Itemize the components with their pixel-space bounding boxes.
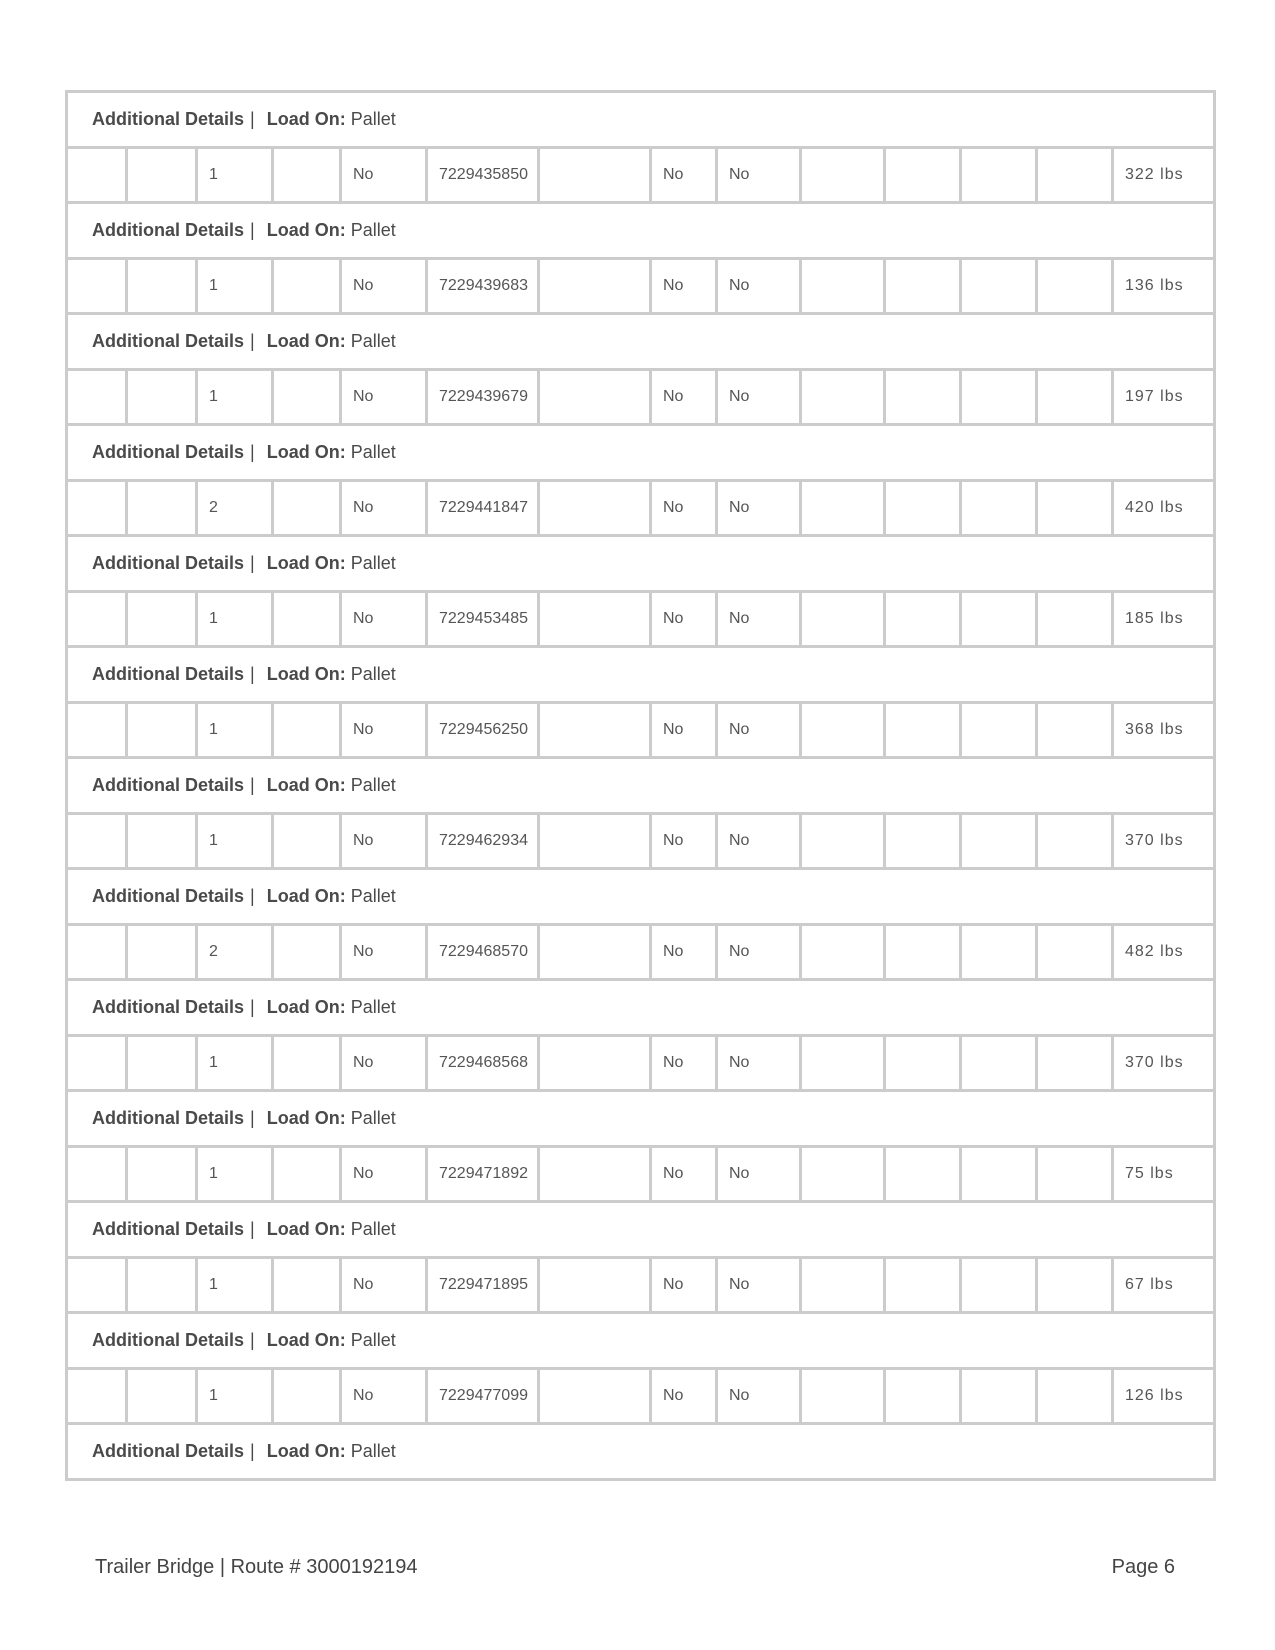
weight-cell	[1113, 259, 1215, 314]
load-on-value: Pallet	[350, 1219, 396, 1239]
flag-cell: No	[341, 259, 427, 314]
empty-cell	[539, 814, 651, 869]
table-row	[67, 1369, 1215, 1424]
empty-cell	[273, 370, 341, 425]
reference-cell	[427, 148, 539, 203]
flag-cell: No	[651, 814, 717, 869]
empty-cell	[1037, 814, 1113, 869]
quantity-cell: 2	[197, 925, 273, 980]
flag-cell: No	[651, 1036, 717, 1091]
flag-cell: No	[717, 259, 801, 314]
load-on-value: Pallet	[350, 442, 396, 462]
footer-route-info: Trailer Bridge | Route # 3000192194	[95, 1556, 418, 1578]
table-row	[67, 370, 1215, 425]
additional-details-label: Additional Details	[92, 1441, 245, 1461]
empty-cell	[539, 1036, 651, 1091]
flag-cell: No	[651, 925, 717, 980]
empty-cell	[885, 814, 961, 869]
additional-details-label: Additional Details	[92, 1108, 245, 1128]
quantity-cell: 1	[197, 1258, 273, 1313]
flag-cell: No	[717, 370, 801, 425]
quantity-cell: 1	[197, 703, 273, 758]
load-on-label: Load On:	[266, 1219, 346, 1239]
load-on-value: Pallet	[350, 1441, 396, 1461]
empty-cell	[273, 925, 341, 980]
empty-cell	[961, 370, 1037, 425]
additional-details-cell	[67, 1424, 1215, 1480]
weight-cell	[1113, 1147, 1215, 1202]
table-row	[67, 1036, 1215, 1091]
load-on-label: Load On:	[266, 886, 346, 906]
weight-value: 370 lbs	[1125, 1054, 1184, 1071]
reference-number: 7229439683	[439, 277, 528, 294]
quantity-cell: 1	[197, 370, 273, 425]
empty-cell	[273, 1258, 341, 1313]
empty-cell	[885, 148, 961, 203]
empty-cell	[67, 925, 127, 980]
additional-details-cell	[67, 758, 1215, 814]
flag-cell: No	[717, 592, 801, 647]
details-row	[67, 758, 1215, 814]
details-row	[67, 1091, 1215, 1147]
load-on-value: Pallet	[350, 1108, 396, 1128]
quantity-cell: 1	[197, 148, 273, 203]
reference-cell	[427, 1369, 539, 1424]
details-separator: |	[250, 1330, 255, 1350]
empty-cell	[961, 1258, 1037, 1313]
empty-cell	[801, 814, 885, 869]
empty-cell	[539, 1258, 651, 1313]
details-separator: |	[250, 1441, 255, 1461]
flag-cell: No	[717, 1369, 801, 1424]
additional-details-label: Additional Details	[92, 1330, 245, 1350]
empty-cell	[801, 925, 885, 980]
weight-cell	[1113, 1036, 1215, 1091]
reference-cell	[427, 592, 539, 647]
weight-cell	[1113, 1258, 1215, 1313]
load-on-value: Pallet	[350, 220, 396, 240]
empty-cell	[801, 148, 885, 203]
empty-cell	[1037, 370, 1113, 425]
flag-cell: No	[651, 1258, 717, 1313]
flag-cell: No	[651, 1369, 717, 1424]
flag-cell: No	[717, 1036, 801, 1091]
flag-cell: No	[341, 1369, 427, 1424]
table-row	[67, 259, 1215, 314]
details-separator: |	[250, 664, 255, 684]
empty-cell	[539, 148, 651, 203]
empty-cell	[961, 481, 1037, 536]
empty-cell	[539, 259, 651, 314]
table-row	[67, 148, 1215, 203]
load-on-label: Load On:	[266, 109, 346, 129]
empty-cell	[1037, 1258, 1113, 1313]
empty-cell	[885, 1036, 961, 1091]
empty-cell	[1037, 259, 1113, 314]
empty-cell	[539, 592, 651, 647]
weight-value: 197 lbs	[1125, 388, 1184, 405]
empty-cell	[67, 148, 127, 203]
details-row	[67, 314, 1215, 370]
flag-cell: No	[341, 1258, 427, 1313]
flag-cell: No	[341, 703, 427, 758]
empty-cell	[801, 1258, 885, 1313]
quantity-cell: 1	[197, 1147, 273, 1202]
details-separator: |	[250, 553, 255, 573]
additional-details-cell	[67, 203, 1215, 259]
reference-number: 7229456250	[439, 721, 528, 738]
additional-details-label: Additional Details	[92, 553, 245, 573]
empty-cell	[1037, 925, 1113, 980]
empty-cell	[885, 592, 961, 647]
load-on-value: Pallet	[350, 1330, 396, 1350]
table-row	[67, 925, 1215, 980]
empty-cell	[1037, 703, 1113, 758]
additional-details-cell	[67, 536, 1215, 592]
load-on-value: Pallet	[350, 109, 396, 129]
empty-cell	[801, 1369, 885, 1424]
load-on-label: Load On:	[266, 997, 346, 1017]
empty-cell	[961, 148, 1037, 203]
additional-details-label: Additional Details	[92, 775, 245, 795]
additional-details-cell	[67, 92, 1215, 148]
shipment-items-table	[65, 90, 1216, 1481]
reference-number: 7229471892	[439, 1165, 528, 1182]
empty-cell	[67, 259, 127, 314]
empty-cell	[67, 814, 127, 869]
flag-cell: No	[651, 592, 717, 647]
weight-cell	[1113, 148, 1215, 203]
table-row	[67, 592, 1215, 647]
flag-cell: No	[341, 1147, 427, 1202]
load-on-label: Load On:	[266, 331, 346, 351]
empty-cell	[885, 1147, 961, 1202]
load-on-value: Pallet	[350, 997, 396, 1017]
table-row	[67, 814, 1215, 869]
empty-cell	[273, 703, 341, 758]
flag-cell: No	[651, 1147, 717, 1202]
details-separator: |	[250, 1219, 255, 1239]
empty-cell	[539, 1369, 651, 1424]
additional-details-cell	[67, 1313, 1215, 1369]
empty-cell	[127, 925, 197, 980]
reference-number: 7229439679	[439, 388, 528, 405]
empty-cell	[127, 1369, 197, 1424]
empty-cell	[539, 1147, 651, 1202]
load-on-label: Load On:	[266, 553, 346, 573]
empty-cell	[67, 1147, 127, 1202]
empty-cell	[67, 1369, 127, 1424]
reference-number: 7229453485	[439, 610, 528, 627]
empty-cell	[273, 148, 341, 203]
load-on-value: Pallet	[350, 664, 396, 684]
weight-value: 75 lbs	[1125, 1165, 1174, 1182]
empty-cell	[961, 1369, 1037, 1424]
flag-cell: No	[717, 148, 801, 203]
additional-details-cell	[67, 980, 1215, 1036]
weight-value: 136 lbs	[1125, 277, 1184, 294]
empty-cell	[801, 592, 885, 647]
load-on-label: Load On:	[266, 664, 346, 684]
weight-value: 420 lbs	[1125, 499, 1184, 516]
additional-details-label: Additional Details	[92, 442, 245, 462]
reference-cell	[427, 1036, 539, 1091]
flag-cell: No	[651, 370, 717, 425]
empty-cell	[801, 703, 885, 758]
empty-cell	[885, 1369, 961, 1424]
empty-cell	[127, 703, 197, 758]
empty-cell	[961, 1147, 1037, 1202]
empty-cell	[67, 1258, 127, 1313]
reference-cell	[427, 1147, 539, 1202]
details-row	[67, 92, 1215, 148]
details-separator: |	[250, 331, 255, 351]
additional-details-label: Additional Details	[92, 997, 245, 1017]
empty-cell	[885, 259, 961, 314]
empty-cell	[885, 925, 961, 980]
quantity-cell: 1	[197, 1369, 273, 1424]
additional-details-label: Additional Details	[92, 886, 245, 906]
additional-details-cell	[67, 647, 1215, 703]
reference-cell	[427, 1258, 539, 1313]
details-row	[67, 1313, 1215, 1369]
empty-cell	[273, 1036, 341, 1091]
empty-cell	[961, 814, 1037, 869]
load-on-value: Pallet	[350, 331, 396, 351]
empty-cell	[1037, 1036, 1113, 1091]
empty-cell	[127, 592, 197, 647]
details-row	[67, 425, 1215, 481]
flag-cell: No	[341, 592, 427, 647]
flag-cell: No	[651, 481, 717, 536]
flag-cell: No	[341, 925, 427, 980]
details-row	[67, 647, 1215, 703]
details-separator: |	[250, 1108, 255, 1128]
flag-cell: No	[717, 1258, 801, 1313]
empty-cell	[801, 259, 885, 314]
additional-details-cell	[67, 1202, 1215, 1258]
load-on-label: Load On:	[266, 442, 346, 462]
empty-cell	[273, 814, 341, 869]
empty-cell	[127, 814, 197, 869]
load-on-value: Pallet	[350, 886, 396, 906]
reference-number: 7229468568	[439, 1054, 528, 1071]
flag-cell: No	[651, 148, 717, 203]
empty-cell	[961, 925, 1037, 980]
table-body	[67, 92, 1215, 1480]
empty-cell	[539, 370, 651, 425]
empty-cell	[801, 1036, 885, 1091]
details-separator: |	[250, 220, 255, 240]
empty-cell	[1037, 481, 1113, 536]
empty-cell	[127, 259, 197, 314]
empty-cell	[885, 481, 961, 536]
weight-cell	[1113, 703, 1215, 758]
flag-cell: No	[651, 259, 717, 314]
weight-cell	[1113, 814, 1215, 869]
load-on-label: Load On:	[266, 1330, 346, 1350]
weight-value: 126 lbs	[1125, 1387, 1184, 1404]
weight-cell	[1113, 370, 1215, 425]
empty-cell	[1037, 1369, 1113, 1424]
empty-cell	[127, 370, 197, 425]
additional-details-label: Additional Details	[92, 331, 245, 351]
details-separator: |	[250, 886, 255, 906]
details-row	[67, 1424, 1215, 1480]
details-separator: |	[250, 442, 255, 462]
weight-cell	[1113, 592, 1215, 647]
weight-value: 322 lbs	[1125, 166, 1184, 183]
empty-cell	[273, 259, 341, 314]
empty-cell	[539, 925, 651, 980]
flag-cell: No	[341, 148, 427, 203]
reference-number: 7229468570	[439, 943, 528, 960]
weight-cell	[1113, 925, 1215, 980]
footer-page-number: Page 6	[1111, 1556, 1175, 1578]
additional-details-label: Additional Details	[92, 220, 245, 240]
quantity-cell: 1	[197, 259, 273, 314]
reference-number: 7229462934	[439, 832, 528, 849]
reference-cell	[427, 703, 539, 758]
empty-cell	[1037, 1147, 1113, 1202]
reference-cell	[427, 259, 539, 314]
empty-cell	[539, 703, 651, 758]
table-row	[67, 481, 1215, 536]
reference-cell	[427, 370, 539, 425]
weight-cell	[1113, 481, 1215, 536]
empty-cell	[127, 1147, 197, 1202]
weight-value: 185 lbs	[1125, 610, 1184, 627]
weight-value: 482 lbs	[1125, 943, 1184, 960]
weight-cell	[1113, 1369, 1215, 1424]
empty-cell	[885, 1258, 961, 1313]
empty-cell	[801, 370, 885, 425]
reference-number: 7229477099	[439, 1387, 528, 1404]
flag-cell: No	[717, 481, 801, 536]
quantity-cell: 2	[197, 481, 273, 536]
empty-cell	[1037, 148, 1113, 203]
details-separator: |	[250, 997, 255, 1017]
flag-cell: No	[717, 1147, 801, 1202]
table-row	[67, 1147, 1215, 1202]
empty-cell	[127, 1258, 197, 1313]
details-row	[67, 980, 1215, 1036]
empty-cell	[273, 481, 341, 536]
flag-cell: No	[341, 481, 427, 536]
empty-cell	[801, 481, 885, 536]
empty-cell	[273, 592, 341, 647]
details-separator: |	[250, 109, 255, 129]
details-row	[67, 536, 1215, 592]
details-row	[67, 869, 1215, 925]
reference-cell	[427, 814, 539, 869]
load-on-label: Load On:	[266, 220, 346, 240]
reference-cell	[427, 481, 539, 536]
empty-cell	[67, 592, 127, 647]
empty-cell	[67, 481, 127, 536]
weight-value: 67 lbs	[1125, 1276, 1174, 1293]
load-on-label: Load On:	[266, 775, 346, 795]
additional-details-label: Additional Details	[92, 664, 245, 684]
empty-cell	[961, 259, 1037, 314]
details-row	[67, 1202, 1215, 1258]
empty-cell	[539, 481, 651, 536]
empty-cell	[273, 1147, 341, 1202]
empty-cell	[67, 370, 127, 425]
flag-cell: No	[341, 814, 427, 869]
empty-cell	[273, 1369, 341, 1424]
empty-cell	[801, 1147, 885, 1202]
empty-cell	[961, 703, 1037, 758]
empty-cell	[127, 148, 197, 203]
flag-cell: No	[651, 703, 717, 758]
details-separator: |	[250, 775, 255, 795]
additional-details-cell	[67, 869, 1215, 925]
reference-number: 7229471895	[439, 1276, 528, 1293]
empty-cell	[885, 703, 961, 758]
empty-cell	[67, 1036, 127, 1091]
empty-cell	[961, 592, 1037, 647]
flag-cell: No	[341, 370, 427, 425]
additional-details-cell	[67, 1091, 1215, 1147]
flag-cell: No	[717, 814, 801, 869]
additional-details-label: Additional Details	[92, 109, 245, 129]
additional-details-cell	[67, 425, 1215, 481]
flag-cell: No	[717, 703, 801, 758]
empty-cell	[67, 703, 127, 758]
reference-number: 7229435850	[439, 166, 528, 183]
quantity-cell: 1	[197, 814, 273, 869]
load-on-label: Load On:	[266, 1441, 346, 1461]
empty-cell	[127, 1036, 197, 1091]
table-row	[67, 703, 1215, 758]
flag-cell: No	[341, 1036, 427, 1091]
load-on-value: Pallet	[350, 553, 396, 573]
empty-cell	[961, 1036, 1037, 1091]
quantity-cell: 1	[197, 1036, 273, 1091]
weight-value: 368 lbs	[1125, 721, 1184, 738]
additional-details-label: Additional Details	[92, 1219, 245, 1239]
weight-value: 370 lbs	[1125, 832, 1184, 849]
empty-cell	[885, 370, 961, 425]
table-row	[67, 1258, 1215, 1313]
empty-cell	[127, 481, 197, 536]
details-row	[67, 203, 1215, 259]
additional-details-cell	[67, 314, 1215, 370]
reference-cell	[427, 925, 539, 980]
reference-number: 7229441847	[439, 499, 528, 516]
load-on-value: Pallet	[350, 775, 396, 795]
empty-cell	[1037, 592, 1113, 647]
flag-cell: No	[717, 925, 801, 980]
load-on-label: Load On:	[266, 1108, 346, 1128]
quantity-cell: 1	[197, 592, 273, 647]
